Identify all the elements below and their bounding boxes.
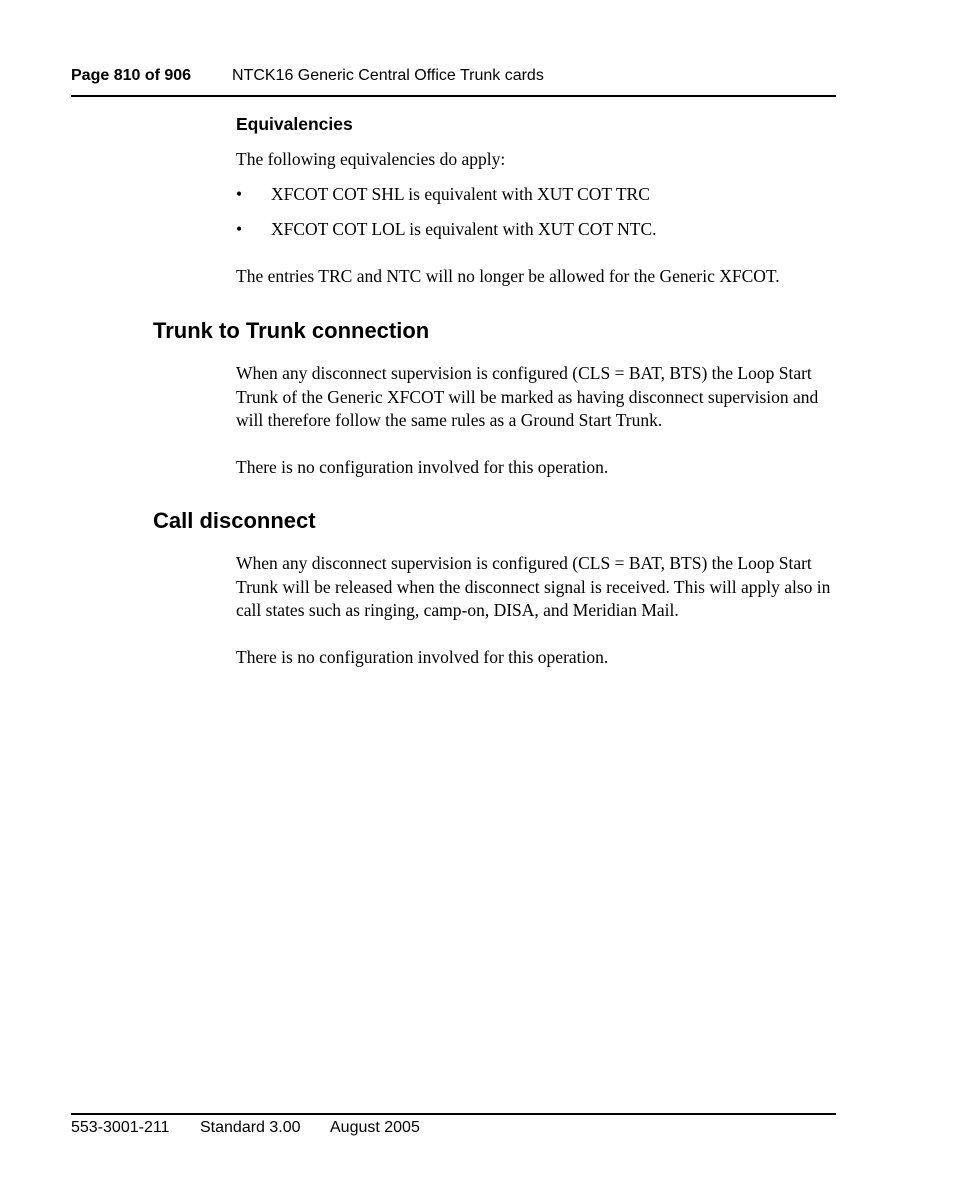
footer-rule [71, 1113, 836, 1115]
section-heading-trunk-to-trunk: Trunk to Trunk connection [153, 318, 430, 343]
document-number: 553-3001-211 [71, 1119, 170, 1136]
document-date: August 2005 [330, 1119, 420, 1136]
equivalencies-intro: The following equivalencies do apply: [236, 149, 506, 169]
document-title: NTCK16 Generic Central Office Trunk cards [232, 67, 544, 84]
bullet-text: XFCOT COT LOL is equivalent with XUT COT NTC. [271, 219, 657, 239]
call-paragraph-1: When any disconnect supervision is configured (CLS = BAT, BTS) the Loop Start Trunk will be released when the disconnect signal is received. This will apply also in call states such as ringing, camp-on, DISA, and Meridian Mail. [236, 553, 831, 620]
equivalencies-heading: Equivalencies [236, 114, 353, 134]
page-number: Page 810 of 906 [71, 67, 192, 84]
trunk-paragraph-2: There is no configuration involved for this operation. [236, 457, 609, 477]
header-rule [71, 95, 836, 97]
bullet-marker: • [236, 184, 243, 204]
page-header [71, 66, 544, 86]
equivalencies-note: The entries TRC and NTC will no longer be allowed for the Generic XFCOT. [236, 266, 780, 286]
section-heading-call-disconnect: Call disconnect [153, 508, 316, 533]
document-standard: Standard 3.00 [200, 1119, 301, 1136]
trunk-paragraph-1: When any disconnect supervision is configured (CLS = BAT, BTS) the Loop Start Trunk of the Generic XFCOT will be marked as having disconnect supervision and will therefore follow the same rules as a Ground Start Trunk. [236, 363, 819, 430]
bullet-marker: • [236, 219, 243, 239]
call-paragraph-2: There is no configuration involved for this operation. [236, 647, 609, 667]
bullet-text: XFCOT COT SHL is equivalent with XUT COT TRC [271, 184, 650, 204]
